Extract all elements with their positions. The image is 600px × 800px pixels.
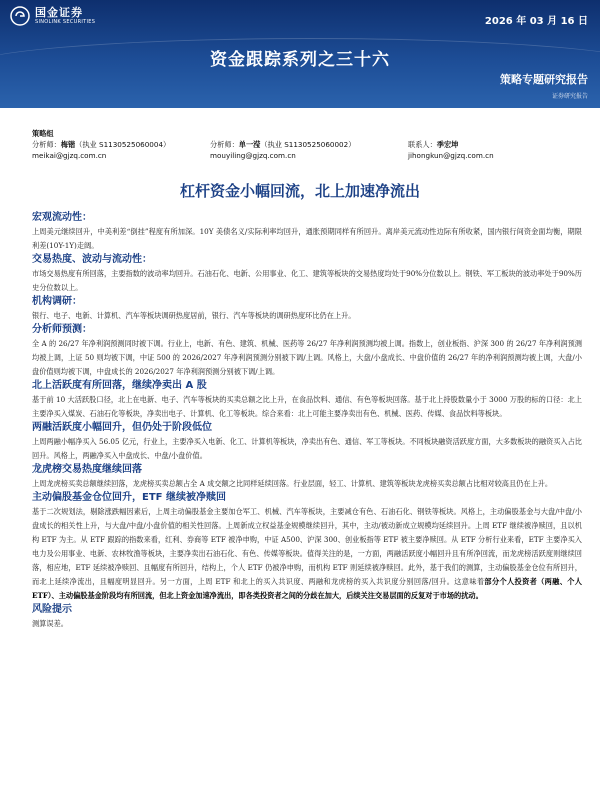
section-northbound: [32, 379, 582, 421]
contact-person: 联系人：季宏坤: [408, 140, 459, 149]
brand-logo-icon: [10, 6, 30, 26]
section-macro-liquidity: [32, 211, 582, 253]
analyst-emails-row: [32, 150, 592, 161]
section-body: 上周两融小幅净买入 56.05 亿元，行业上，主要净买入电新、化工、计算机等板块，净卖出有色、通信、军工等板块。不同板块融资活跃度方面，大多数板块的融资买入占比回升。风格上，两融净买入中盘成长、中盘/小盘价值。: [32, 437, 582, 460]
analyst-1: 分析师：梅锴（执业 S1130525060004）: [32, 140, 171, 149]
section-margin-trading: [32, 421, 582, 463]
brand-logo: [10, 6, 95, 26]
report-header: [0, 0, 600, 108]
section-body: 银行、电子、电新、计算机、汽车等板块调研热度居前，银行、汽车等板块的调研热度环比仍在上升。: [32, 311, 356, 320]
section-highlight: 部分个人投资者（两融、个人 ETF）、主动偏股基金阶段均有所回流，但北上资金加速净流出，即各类投资者之间的分歧在加大，后续关注交易层面的反复对于市场的扰动。: [32, 577, 582, 600]
report-type: 策略专题研究报告: [500, 73, 588, 86]
section-heading: 宏观流动性：: [32, 212, 92, 223]
section-body: 全 A 的 26/27 年净利润预测同时被下调。行业上，电新、有色、建筑、机械、医药等 26/27 年净利润预测均被上调。指数上，创业板指、沪深 300 的 26/27 年净利润预测均被上调，上证 50 则均被下调，中证 500 的 2026/2027 年净利润预测分别被下调/上调。风格上，大盘/小盘成长、中盘价值的 26/27 年的净利润预测均被上调，大盘/小盘价值则均被下调，中盘成长的 2026/2027 年净利润预测分别被下调/上调。: [32, 339, 582, 376]
section-active-funds-etf: [32, 491, 582, 603]
section-dragon-tiger-list: [32, 463, 582, 491]
report-main-title: 杠杆资金小幅回流，北上加速净流出: [179, 182, 420, 200]
report-content: [32, 211, 582, 631]
analyst-2-email[interactable]: mouyiling@gjzq.com.cn: [210, 151, 296, 160]
section-heading: 风险提示: [32, 604, 72, 615]
brand-name-cn: 国金证券: [35, 6, 83, 19]
section-body: 基于二次规划法，剔除涨跌幅因素后，上周主动偏股基金主要加仓军工、机械、汽车等板块，主要减仓有色、石油石化、钢铁等板块。风格上，主动偏股基金与大盘/中盘/小盘成长的相关性上升，与大盘/中盘/小盘价值的相关性回落。上周新成立权益基金规模继续回升，其中，主动/被动新成立规模均延续回升。上周 ETF 继续被净赎回，且以机构 ETF 为主。从 ETF 跟踪的指数来看，红利、券商等 ETF 被净申购，中证 A500、沪深 300、创业板指等 ETF 被主要净赎回。从 ETF 分析行业来看，ETF 主要净买入电力及公用事业、电新、农林牧渔等板块，主要净卖出石油石化、有色、传媒等板块。值得关注的是，一方面，两融活跃度小幅回升且有所净回流，而龙虎榜活跃度则继续回落，相应地，ETF 延续被净赎回、且幅度有所回升，结构上，个人 ETF 仍被净申购，而机构 ETF 则延续被净赎回。此外，基于我们的测算，主动偏股基金仓位有所回升，而北上延续净流出，且幅度明显回升。另一方面，上周 ETF 和北上的买入共识度、两融和龙虎榜的买入共识度分别回落/回升。这意味着部分个人投资者（两融、个人 ETF）、主动偏股基金阶段均有所回流，但北上资金加速净流出，即各类投资者之间的分歧在加大，后续关注交易层面的反复对于市场的扰动。: [32, 507, 582, 600]
analyst-2: 分析师：单一滢（执业 S1130525060002）: [210, 140, 356, 149]
report-date: 2026 年 03 月 16 日: [484, 16, 588, 27]
analyst-1-email[interactable]: meikai@gjzq.com.cn: [32, 151, 107, 160]
section-heading: 交易热度、波动与流动性：: [32, 254, 152, 265]
section-heading: 主动偏股基金仓位回升，ETF 继续被净赎回: [32, 492, 226, 503]
section-body: 市场交易热度有所回落，主要指数的波动率均回升。石油石化、电新、公用事业、化工、建筑等板块的交易热度均处于90%分位数以上。钢铁、军工板块的波动率处于90%历史分位数以上。: [32, 269, 582, 292]
team-label: 策略组: [32, 129, 54, 138]
section-body: 上周美元继续回升，中美利差“倒挂”程度有所加深。10Y 美债名义/实际利率均回升，通胀预期同样有所回升。离岸美元流动性边际有所收紧，国内银行间资金面均衡，期限利差(10Y-1Y)走阔。: [32, 227, 582, 250]
section-heading: 龙虎榜交易热度继续回落: [32, 464, 142, 475]
report-subtype: 证券研究报告: [551, 93, 588, 100]
section-analyst-forecast: [32, 323, 582, 379]
section-heading: 机构调研：: [32, 296, 82, 307]
analyst-names-row: [32, 139, 592, 150]
section-heading: 北上活跃度有所回落，继续净卖出 A 股: [32, 380, 207, 391]
section-heading: 分析师预测：: [32, 324, 92, 335]
section-body: 上周龙虎榜买卖总额继续回落，龙虎榜买卖总额占全 A 成交额之比同样延续回落。行业层面，轻工、计算机、建筑等板块龙虎榜买卖总额占比相对较高且仍在上升。: [32, 479, 553, 488]
contact-email[interactable]: jihongkun@gjzq.com.cn: [408, 151, 494, 160]
section-heading: 两融活跃度小幅回升，但仍处于阶段低位: [32, 422, 212, 433]
section-institution-research: [32, 295, 582, 323]
section-body: 基于前 10 大活跃股口径，北上在电新、电子、汽车等板块的买卖总额之比上升，在食品饮料、通信、有色等板块回落。基于北上持股数量小于 3000 万股的标的口径：北上主要净买入煤炭、石油石化等板块，净卖出电子、计算机、化工等板块。综合来看：北上可能主要净卖出有色、机械、医药、传媒、食品饮料等板块。: [32, 395, 582, 418]
section-risk-warning: [32, 603, 582, 631]
brand-name-en: SINOLINK SECURITIES: [35, 19, 96, 25]
series-title: 资金跟踪系列之三十六: [210, 50, 390, 70]
analyst-block: [32, 128, 592, 161]
section-trading-heat: [32, 253, 582, 295]
section-body: 测算误差。: [32, 619, 68, 628]
